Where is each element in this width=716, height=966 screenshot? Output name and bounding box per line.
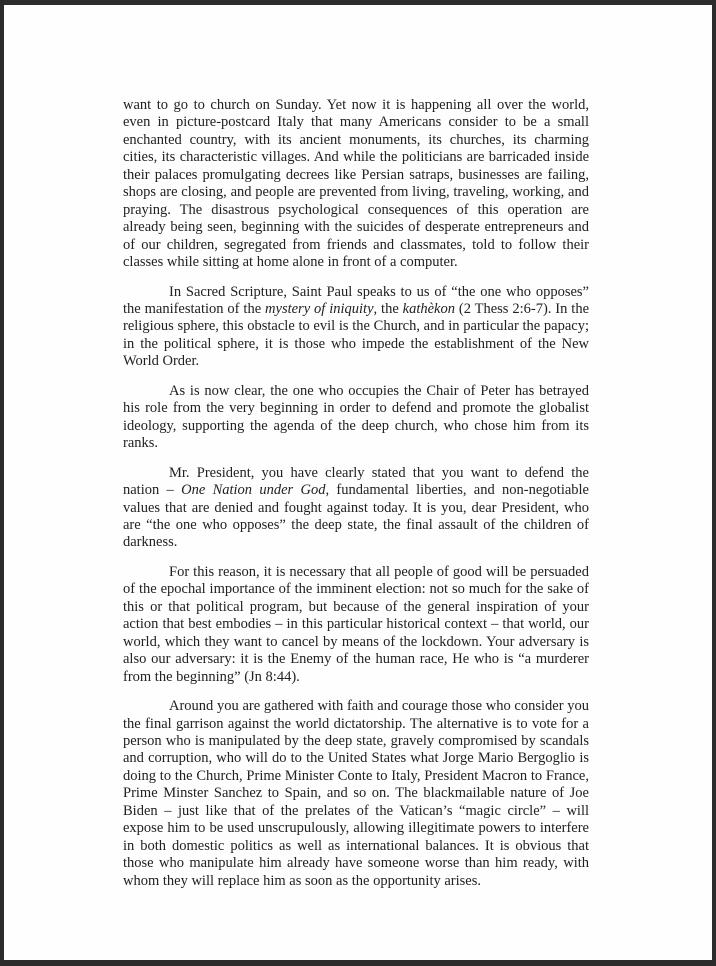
- text-segment: As is now clear, the one who occupies the Chair of Peter has betrayed his role from the very beginning in order to defend and promote the globalist ideology, supporting the agenda of the deep church, who chose him from its ranks.: [123, 382, 589, 452]
- letter-body: [123, 97, 589, 902]
- text-segment: , the: [373, 300, 403, 317]
- text-segment: For this reason, it is necessary that all people of good will be persuaded of the epochal importance of the imminent election: not so much for the sake of this or that political program, but because of the general inspiration of your action that best embodies – in this particular historical context – that world, our world, which they want to cancel by means of the lockdown. Your adversary is also our adversary: it is the Enemy of the human race, He who is “a murderer from the beginning” (Jn 8:44).: [123, 563, 589, 685]
- text-segment: Mr. President, you have clearly stated that you want to defend the nation –: [123, 464, 589, 499]
- italic-phrase: kathèkon: [402, 300, 455, 317]
- text-segment: (2 Thess 2:6-7). In the religious sphere, this obstacle to evil is the Church, and in particular the papacy; in the political sphere, it is those who impede the establishment of the New World Order.: [123, 300, 590, 370]
- italic-phrase: One Nation under God: [181, 482, 326, 499]
- paragraph-4: [123, 465, 589, 552]
- text-segment: , fundamental liberties, and non-negotiable values that are denied and fought against today. It is you, dear President, who are “the one who opposes” the deep state, the final assault of the children of darkness.: [123, 482, 589, 551]
- paragraph-2: [123, 284, 589, 371]
- paragraph-1: [123, 97, 589, 272]
- paragraph-5: [123, 564, 589, 686]
- text-segment: Around you are gathered with faith and courage those who consider you the final garrison against the world dictatorship. The alternative is to vote for a person who is manipulated by the deep state, gravely compromised by scandals and corruption, who will do to the United States what Jorge Mario Bergoglio is doing to the Church, Prime Minister Conte to Italy, President Macron to France, Prime Minster Sanchez to Spain, and so on. The blackmailable nature of Joe Biden – just like that of the prelates of the Vatican’s “magic circle” – will expose him to be used unscrupulously, allowing illegitimate powers to interfere in both domestic politics as well as international balances. It is obvious that those who manipulate him already have someone worse than him ready, with whom they will replace him as soon as the opportunity arises.: [123, 698, 589, 889]
- paragraph-6: [123, 698, 589, 890]
- text-segment: want to go to church on Sunday. Yet now it is happening all over the world, even in picture-postcard Italy that many Americans consider to be a small enchanted country, with its ancient monuments, its churches, its charming cities, its characteristic villages. And while the politicians are barricaded inside their palaces promulgating decrees like Persian satraps, businesses are failing, shops are closing, and people are prevented from living, traveling, working, and praying. The disastrous psychological consequences of this operation are already being seen, beginning with the suicides of desperate entrepreneurs and of our children, segregated from friends and classmates, told to follow their classes while sitting at home alone in front of a computer.: [123, 97, 589, 271]
- text-segment: In Sacred Scripture, Saint Paul speaks to us of “the one who opposes” the manifestation of the: [123, 283, 589, 317]
- italic-phrase: mystery of iniquity: [265, 300, 374, 317]
- paragraph-3: [123, 383, 589, 453]
